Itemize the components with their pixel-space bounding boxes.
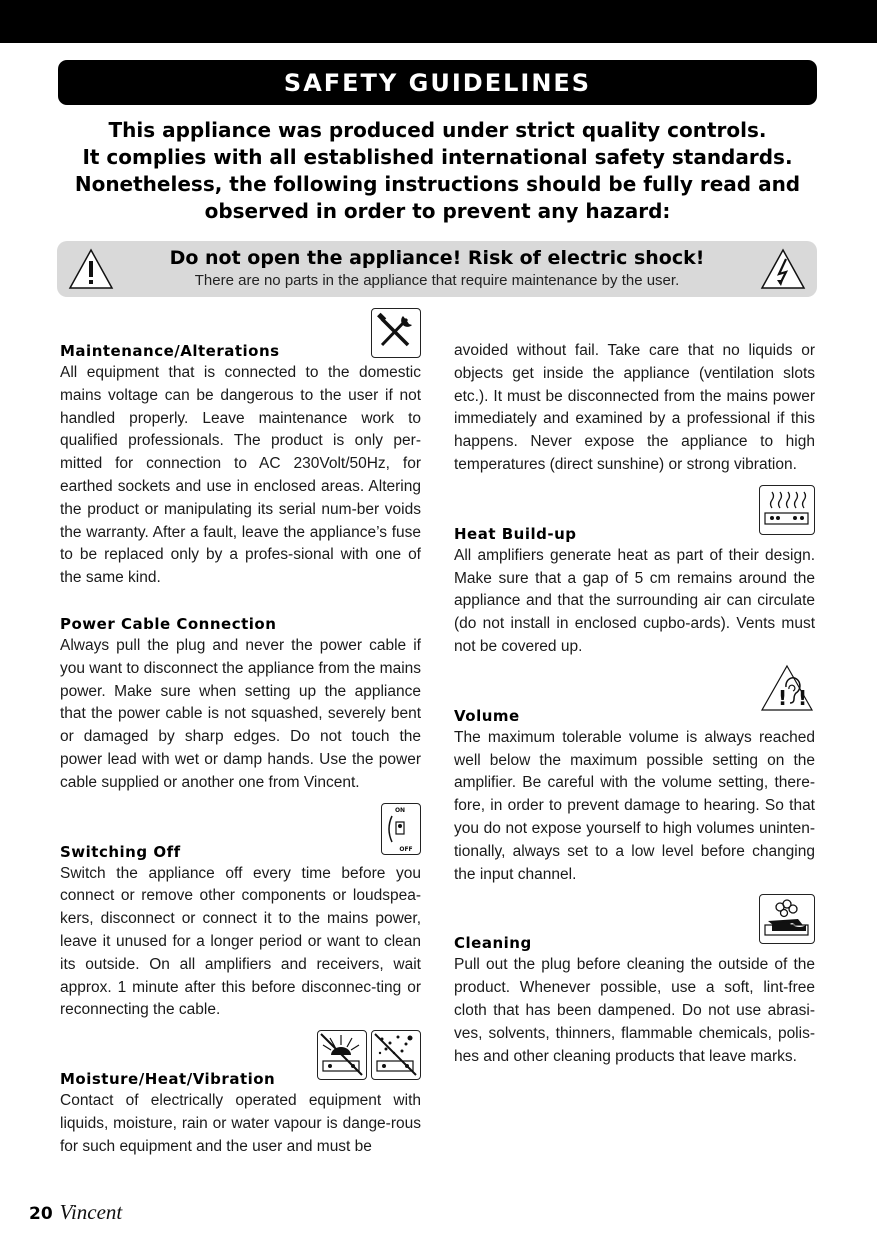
section-maintenance [60, 340, 421, 590]
section-moisture-continued [454, 340, 815, 477]
section-body: avoided without fail. Take care that no liquids or objects get inside the appliance (ventilation slots etc.). It must be disconnected from the mains power immediately and examined by a professional if this happens. Never expose the appliance to high temperatures (direct sunshine) or strong vibration. [454, 342, 815, 473]
warning-title: Do not open the appliance! Risk of electric shock! [169, 247, 705, 269]
section-heading: Volume [454, 706, 520, 725]
section-body: The maximum tolerable volume is always reached well below the maximum possible setting on the amplifier. Be careful with the volume setting, there-fore, in order to prevent damage to hearing. So that you do not expose yourself to high volumes uninten-tionally, always set to a low level before changing the input channel. [454, 728, 815, 883]
svg-text:!: ! [778, 685, 788, 710]
intro-line: This appliance was produced under strict quality controls. [108, 118, 767, 142]
intro-line: observed in order to prevent any hazard: [204, 199, 671, 223]
section-power-cable [60, 613, 421, 795]
section-body: All amplifiers generate heat as part of their design. Make sure that a gap of 5 cm remains around the appliance and that the surrounding air can circulate (do not install in enclosed cupbo-ards). Vents must not be covered up. [454, 546, 815, 655]
intro-line: Nonetheless, the following instructions should be fully read and [74, 172, 801, 196]
hearing-warning-icon [759, 663, 815, 713]
section-heading: Power Cable Connection [60, 614, 277, 633]
intro-statement [58, 117, 817, 225]
svg-text:!: ! [798, 685, 808, 710]
section-heading: Moisture/Heat/Vibration [60, 1070, 276, 1089]
right-column [454, 340, 815, 1068]
section-cleaning [454, 932, 815, 1068]
electric-shock-warning [57, 241, 817, 297]
power-switch-icon [381, 803, 421, 855]
section-body: Contact of electrically operated equipment with liquids, moisture, rain or water vapour is dange-rous for such equipment and the user and must be [60, 1092, 421, 1155]
section-switching-off [60, 806, 421, 1023]
tools-icon [371, 308, 421, 358]
section-heading: Cleaning [454, 934, 532, 953]
section-heading: Heat Build-up [454, 524, 577, 543]
no-sun-icon [317, 1030, 367, 1080]
cleaning-icon [759, 894, 815, 944]
title-banner [58, 60, 817, 105]
section-heading: Maintenance/Alterations [60, 342, 280, 360]
section-moisture [60, 1068, 421, 1158]
section-heat [454, 523, 815, 659]
heat-vent-icon [759, 485, 815, 535]
page-title: SAFETY GUIDELINES [283, 68, 592, 97]
section-body: Always pull the plug and never the power cable if you want to disconnect the appliance from the mains power. Make sure when setting up the appliance that the power cable is not squashed, severely bent or damaged by sharp edges. Do not touch the power lead with wet or damp hands. Use the power cable supplied or another one from Vincent. [60, 636, 422, 791]
section-volume [454, 685, 815, 887]
intro-line: It complies with all established international safety standards. [82, 145, 793, 169]
switch-on-label: ON [394, 806, 406, 814]
section-body: Pull out the plug before cleaning the outside of the product. Whenever possible, use a soft, lint-free cloth that has been dampened. Do not use abrasi-ves, solvents, thinners, flammable chemicals, polis-hes and other cleaning products that leave marks. [454, 956, 815, 1065]
switch-off-label: OFF [399, 845, 413, 853]
page-number: 20 [29, 1204, 53, 1224]
page-footer [29, 1200, 122, 1225]
left-column [60, 340, 421, 1159]
section-body: All equipment that is connected to the domestic mains voltage can be dangerous to the user if not handled properly. Leave maintenance work to qualified professionals. The product is only per-mitted for connection to AC 230Volt/50Hz, for earthed sockets and use in enclosed areas. Altering the product or manipulating its serial num-ber voids the warranty. After a fault, leave the appliance’s fuse to be replaced only by a profes-sional with one of the same kind. [60, 364, 421, 587]
warning-text: There are no parts in the appliance that require maintenance by the user. [194, 272, 680, 289]
no-moisture-icon [371, 1030, 421, 1080]
section-heading: Switching Off [60, 842, 181, 861]
section-body: Switch the appliance off every time before you connect or remove other components or loudspea-kers, disconnect or connect it to the mains power, leave it unused for a longer period or want to clean its outside. On all amplifiers and receivers, wait approx. 1 minute after this before disconnec-ting or reconnecting the cable. [60, 864, 421, 1019]
top-black-bar [0, 0, 877, 43]
brand-logo: Vincent [59, 1200, 123, 1224]
lightning-triangle-icon [759, 247, 807, 291]
